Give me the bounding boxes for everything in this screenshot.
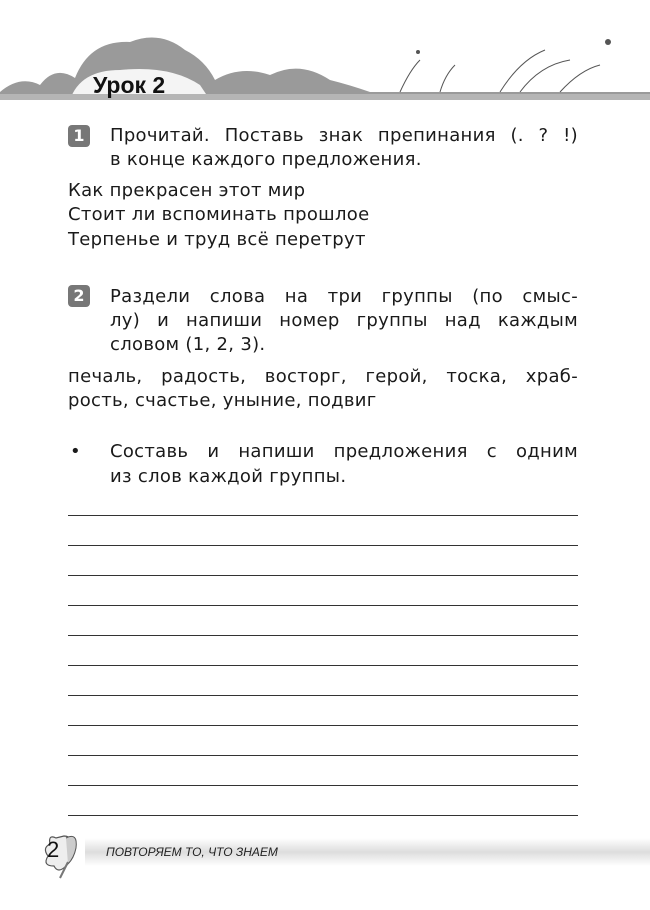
writing-line[interactable]	[68, 815, 578, 816]
writing-line[interactable]	[68, 635, 578, 636]
task3-instruction-line: Составь и напиши предложения с одним	[110, 441, 578, 462]
writing-line[interactable]	[68, 785, 578, 786]
writing-line[interactable]	[68, 695, 578, 696]
word-list-line: печаль, радость, восторг, герой, тоска, храб-	[68, 366, 578, 387]
writing-line[interactable]	[68, 665, 578, 666]
task-number-badge: 1	[68, 125, 90, 147]
writing-line[interactable]	[68, 545, 578, 546]
task1-instruction-line: в конце каждого предложения.	[110, 149, 422, 170]
task2-instruction-line: лу) и напиши номер группы над каждым	[110, 310, 578, 331]
task2-instruction-line: Раздели слова на три группы (по смыс-	[110, 286, 578, 307]
writing-line[interactable]	[68, 575, 578, 576]
task-number-badge: 2	[68, 285, 90, 307]
page-number: 2	[47, 837, 60, 862]
sentence: Как прекрасен этот мир	[68, 180, 306, 201]
word-list-line: рость, счастье, уныние, подвиг	[68, 390, 377, 411]
writing-line[interactable]	[68, 605, 578, 606]
writing-line[interactable]	[68, 515, 578, 516]
task3-instruction-line: из слов каждой группы.	[110, 466, 347, 487]
writing-line[interactable]	[68, 725, 578, 726]
bullet: •	[70, 441, 81, 462]
writing-line[interactable]	[68, 755, 578, 756]
section-title: ПОВТОРЯЕМ ТО, ЧТО ЗНАЕМ	[106, 845, 278, 859]
sentence: Терпенье и труд всё перетрут	[68, 229, 366, 250]
sentence: Стоит ли вспоминать прошлое	[68, 204, 370, 225]
task1-instruction-line: Прочитай. Поставь знак препинания (. ? !)	[110, 125, 578, 146]
lesson-title: Урок 2	[93, 72, 166, 98]
task2-instruction-line: словом (1, 2, 3).	[110, 334, 266, 355]
